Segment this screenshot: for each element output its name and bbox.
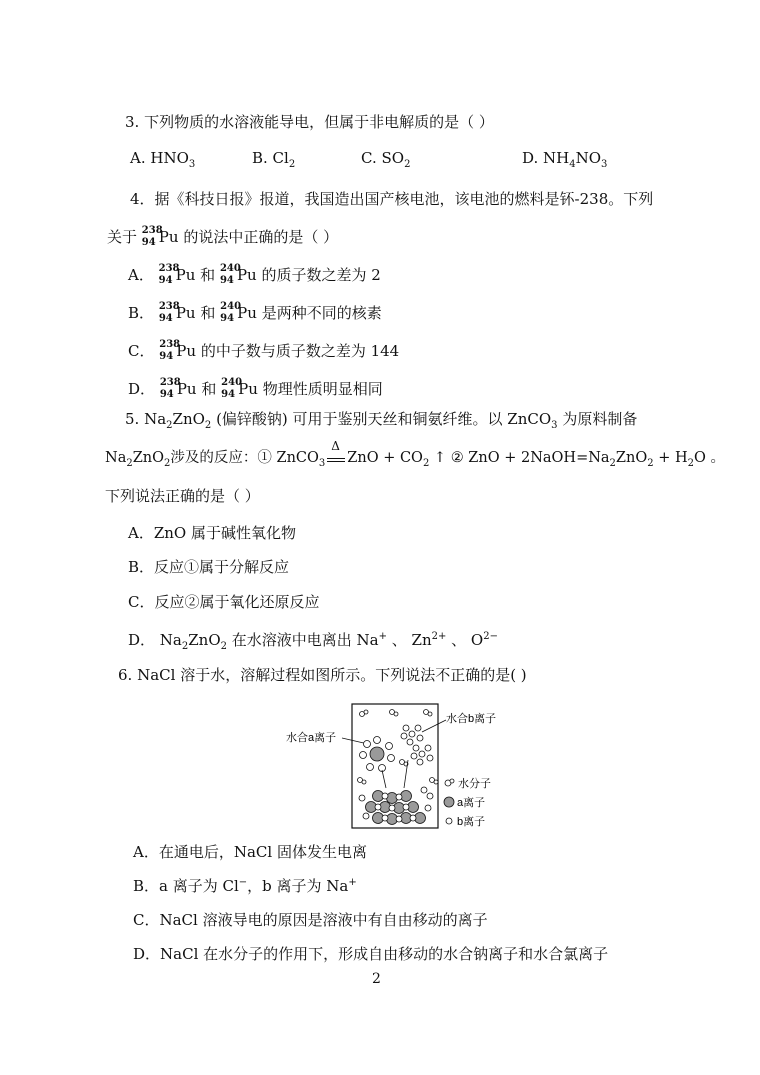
q4-stem-prefix: 关于	[107, 228, 138, 246]
mass-number: 240	[221, 377, 243, 388]
atomic-number: 94	[141, 237, 156, 248]
q3-a-text: A. HNO	[130, 149, 189, 167]
sub: 2	[609, 457, 616, 469]
text: 、 Zn	[387, 631, 432, 649]
page-number: 2	[372, 971, 381, 987]
mass-number: 238	[159, 377, 181, 388]
text: D． Na	[128, 631, 182, 649]
sub: 3	[551, 420, 558, 431]
q4-stem-line2	[107, 227, 338, 248]
label-hydrated-a-ion: 水合a离子	[286, 732, 337, 744]
text: Na	[105, 450, 127, 466]
heating-arrow-icon	[325, 439, 347, 468]
sup: −	[238, 877, 248, 888]
q4-stem-line1: 4．据《科技日报》报道，我国造出国产核电池，该电池的燃料是钚-238。下列	[130, 190, 654, 208]
mass-number: 240	[219, 263, 241, 274]
text: 5. Na	[125, 410, 167, 428]
q4-stem-suffix: Pu 的说法中正确的是（ ）	[158, 228, 339, 246]
q3-a-sub: 3	[188, 159, 196, 170]
element-symbol: Pu	[176, 342, 197, 360]
hydrated-a-center	[370, 747, 384, 761]
q3-d-text1: D. NH	[522, 149, 570, 167]
q6-option-b	[133, 876, 357, 896]
mass-number: 238	[141, 225, 163, 236]
nuclide-pu240	[221, 377, 243, 400]
text: 在水溶液中电离出 Na	[227, 631, 379, 649]
text: B．a 离子为 Cl	[133, 877, 239, 895]
legend-a-ion-label: a离子	[457, 797, 486, 809]
option-label: A．	[128, 266, 154, 284]
q4-option-d	[128, 379, 383, 400]
atomic-number: 94	[158, 275, 173, 286]
q3-b-sub: 2	[288, 159, 296, 170]
delta-symbol: Δ	[331, 439, 340, 453]
q6-option-c: C．NaCl 溶液导电的原因是溶液中有自由移动的离子	[133, 911, 488, 929]
pointer-line-b	[422, 720, 446, 732]
text: ZnO	[615, 450, 648, 466]
element-symbol: Pu	[238, 380, 258, 398]
nuclide-pu240	[219, 263, 241, 286]
mass-number: 238	[159, 339, 181, 350]
text: O 。	[694, 450, 725, 466]
sub: 2	[422, 457, 430, 469]
legend-b-ion-icon	[446, 818, 452, 824]
sub: 2	[181, 641, 189, 652]
nuclide-pu238	[159, 339, 181, 362]
text: ↑ ② ZnO + 2NaOH=Na	[429, 450, 610, 466]
pointer-line-1	[382, 770, 386, 788]
option-text: 是两种不同的核素	[261, 304, 382, 322]
nuclide-pu238	[159, 377, 181, 400]
q4-option-c	[128, 341, 399, 362]
mass-number: 238	[158, 301, 180, 312]
nuclide-pu238	[158, 301, 180, 324]
legend-water-label: 水分子	[458, 778, 491, 790]
conjunction: 和	[201, 380, 217, 398]
text: ZnO	[132, 450, 165, 466]
atomic-number: 94	[221, 389, 236, 400]
conjunction: 和	[200, 266, 216, 284]
q3-d-sub1: 4	[569, 159, 576, 170]
q3-c-sub: 2	[404, 159, 411, 170]
q5-option-d	[128, 630, 498, 650]
q5-stem-line1	[125, 409, 637, 429]
element-symbol: Pu	[175, 304, 196, 322]
q5-stem-line2	[105, 439, 725, 469]
atomic-number: 94	[158, 313, 173, 324]
sub: 2	[220, 641, 228, 652]
text: 涉及的反应：① ZnCO	[170, 450, 319, 466]
sub: 2	[126, 457, 133, 469]
sup: 2−	[483, 631, 498, 642]
text: ，b 离子为 Na	[247, 877, 349, 895]
element-symbol: Pu	[237, 304, 257, 322]
sub: 2	[647, 457, 654, 469]
sup: +	[348, 877, 357, 888]
conjunction: 和	[200, 304, 216, 322]
sub: 2	[204, 420, 212, 431]
text: ZnO + CO	[347, 450, 423, 466]
q3-stem: 3. 下列物质的水溶液能导电，但属于非电解质的是（ ）	[125, 113, 494, 131]
q3-option-a	[130, 148, 195, 168]
q5-stem-line3: 下列说法正确的是（ ）	[105, 487, 260, 505]
q6-option-a: A．在通电后，NaCl 固体发生电离	[133, 843, 367, 861]
option-text: 物理性质明显相同	[262, 380, 383, 398]
sup: 2+	[431, 631, 447, 642]
q5-option-b: B．反应①属于分解反应	[128, 558, 290, 576]
nacl-dissolution-diagram	[282, 700, 512, 832]
q3-d-sub2: 3	[601, 159, 608, 170]
option-label: D．	[128, 380, 156, 398]
hydrated-b-clusters	[401, 725, 433, 765]
text: (偏锌酸钠) 可用于鉴别天丝和铜氨纤维。以 ZnCO	[211, 410, 552, 428]
dissolution-figure	[282, 700, 512, 832]
sub: 2	[687, 457, 694, 469]
q3-b-text: B. Cl	[252, 149, 289, 167]
q4-option-b	[128, 303, 382, 324]
option-label: B．	[128, 304, 155, 322]
element-symbol: Pu	[175, 266, 196, 284]
q3-c-text: C. SO	[361, 149, 405, 167]
text: ZnO	[188, 631, 221, 649]
q3-option-d	[522, 148, 607, 168]
mass-number: 238	[158, 263, 180, 274]
element-symbol: Pu	[236, 266, 257, 284]
q3-option-b	[252, 148, 295, 168]
q5-option-a: A．ZnO 属于碱性氧化物	[128, 524, 296, 542]
atomic-number: 94	[159, 351, 174, 362]
q3-d-text2: NO	[575, 149, 602, 167]
atomic-number: 94	[219, 275, 234, 286]
sub: 2	[164, 457, 171, 469]
nuclide-pu240	[220, 301, 242, 324]
sup: +	[378, 631, 388, 642]
option-text: 的质子数之差为 2	[261, 266, 381, 284]
element-symbol: Pu	[176, 380, 197, 398]
q6-stem: 6. NaCl 溶于水，溶解过程如图所示。下列说法不正确的是( )	[118, 666, 527, 684]
option-label: C．	[128, 342, 155, 360]
nuclide-pu238	[141, 225, 163, 248]
mass-number: 240	[220, 301, 242, 312]
atomic-number: 94	[220, 313, 235, 324]
text: ZnO	[172, 410, 205, 428]
option-text: 的中子数与质子数之差为 144	[200, 342, 400, 360]
nuclide-pu238	[158, 263, 180, 286]
label-hydrated-b-ion: 水合b离子	[446, 713, 497, 725]
nacl-crystal	[359, 787, 433, 825]
legend-a-ion-icon	[444, 797, 454, 807]
text: 为原料制备	[557, 410, 638, 428]
q5-option-c: C．反应②属于氧化还原反应	[128, 593, 320, 611]
q6-option-d: D．NaCl 在水分子的作用下，形成自由移动的水合钠离子和水合氯离子	[133, 945, 609, 963]
legend-b-ion-label: b离子	[457, 816, 486, 828]
text: 、 O	[446, 631, 484, 649]
atomic-number: 94	[159, 389, 174, 400]
text: + H	[653, 450, 688, 466]
sub: 2	[166, 420, 173, 431]
q3-option-c	[361, 148, 410, 168]
sub: 3	[318, 457, 326, 469]
q4-option-a	[128, 265, 381, 286]
